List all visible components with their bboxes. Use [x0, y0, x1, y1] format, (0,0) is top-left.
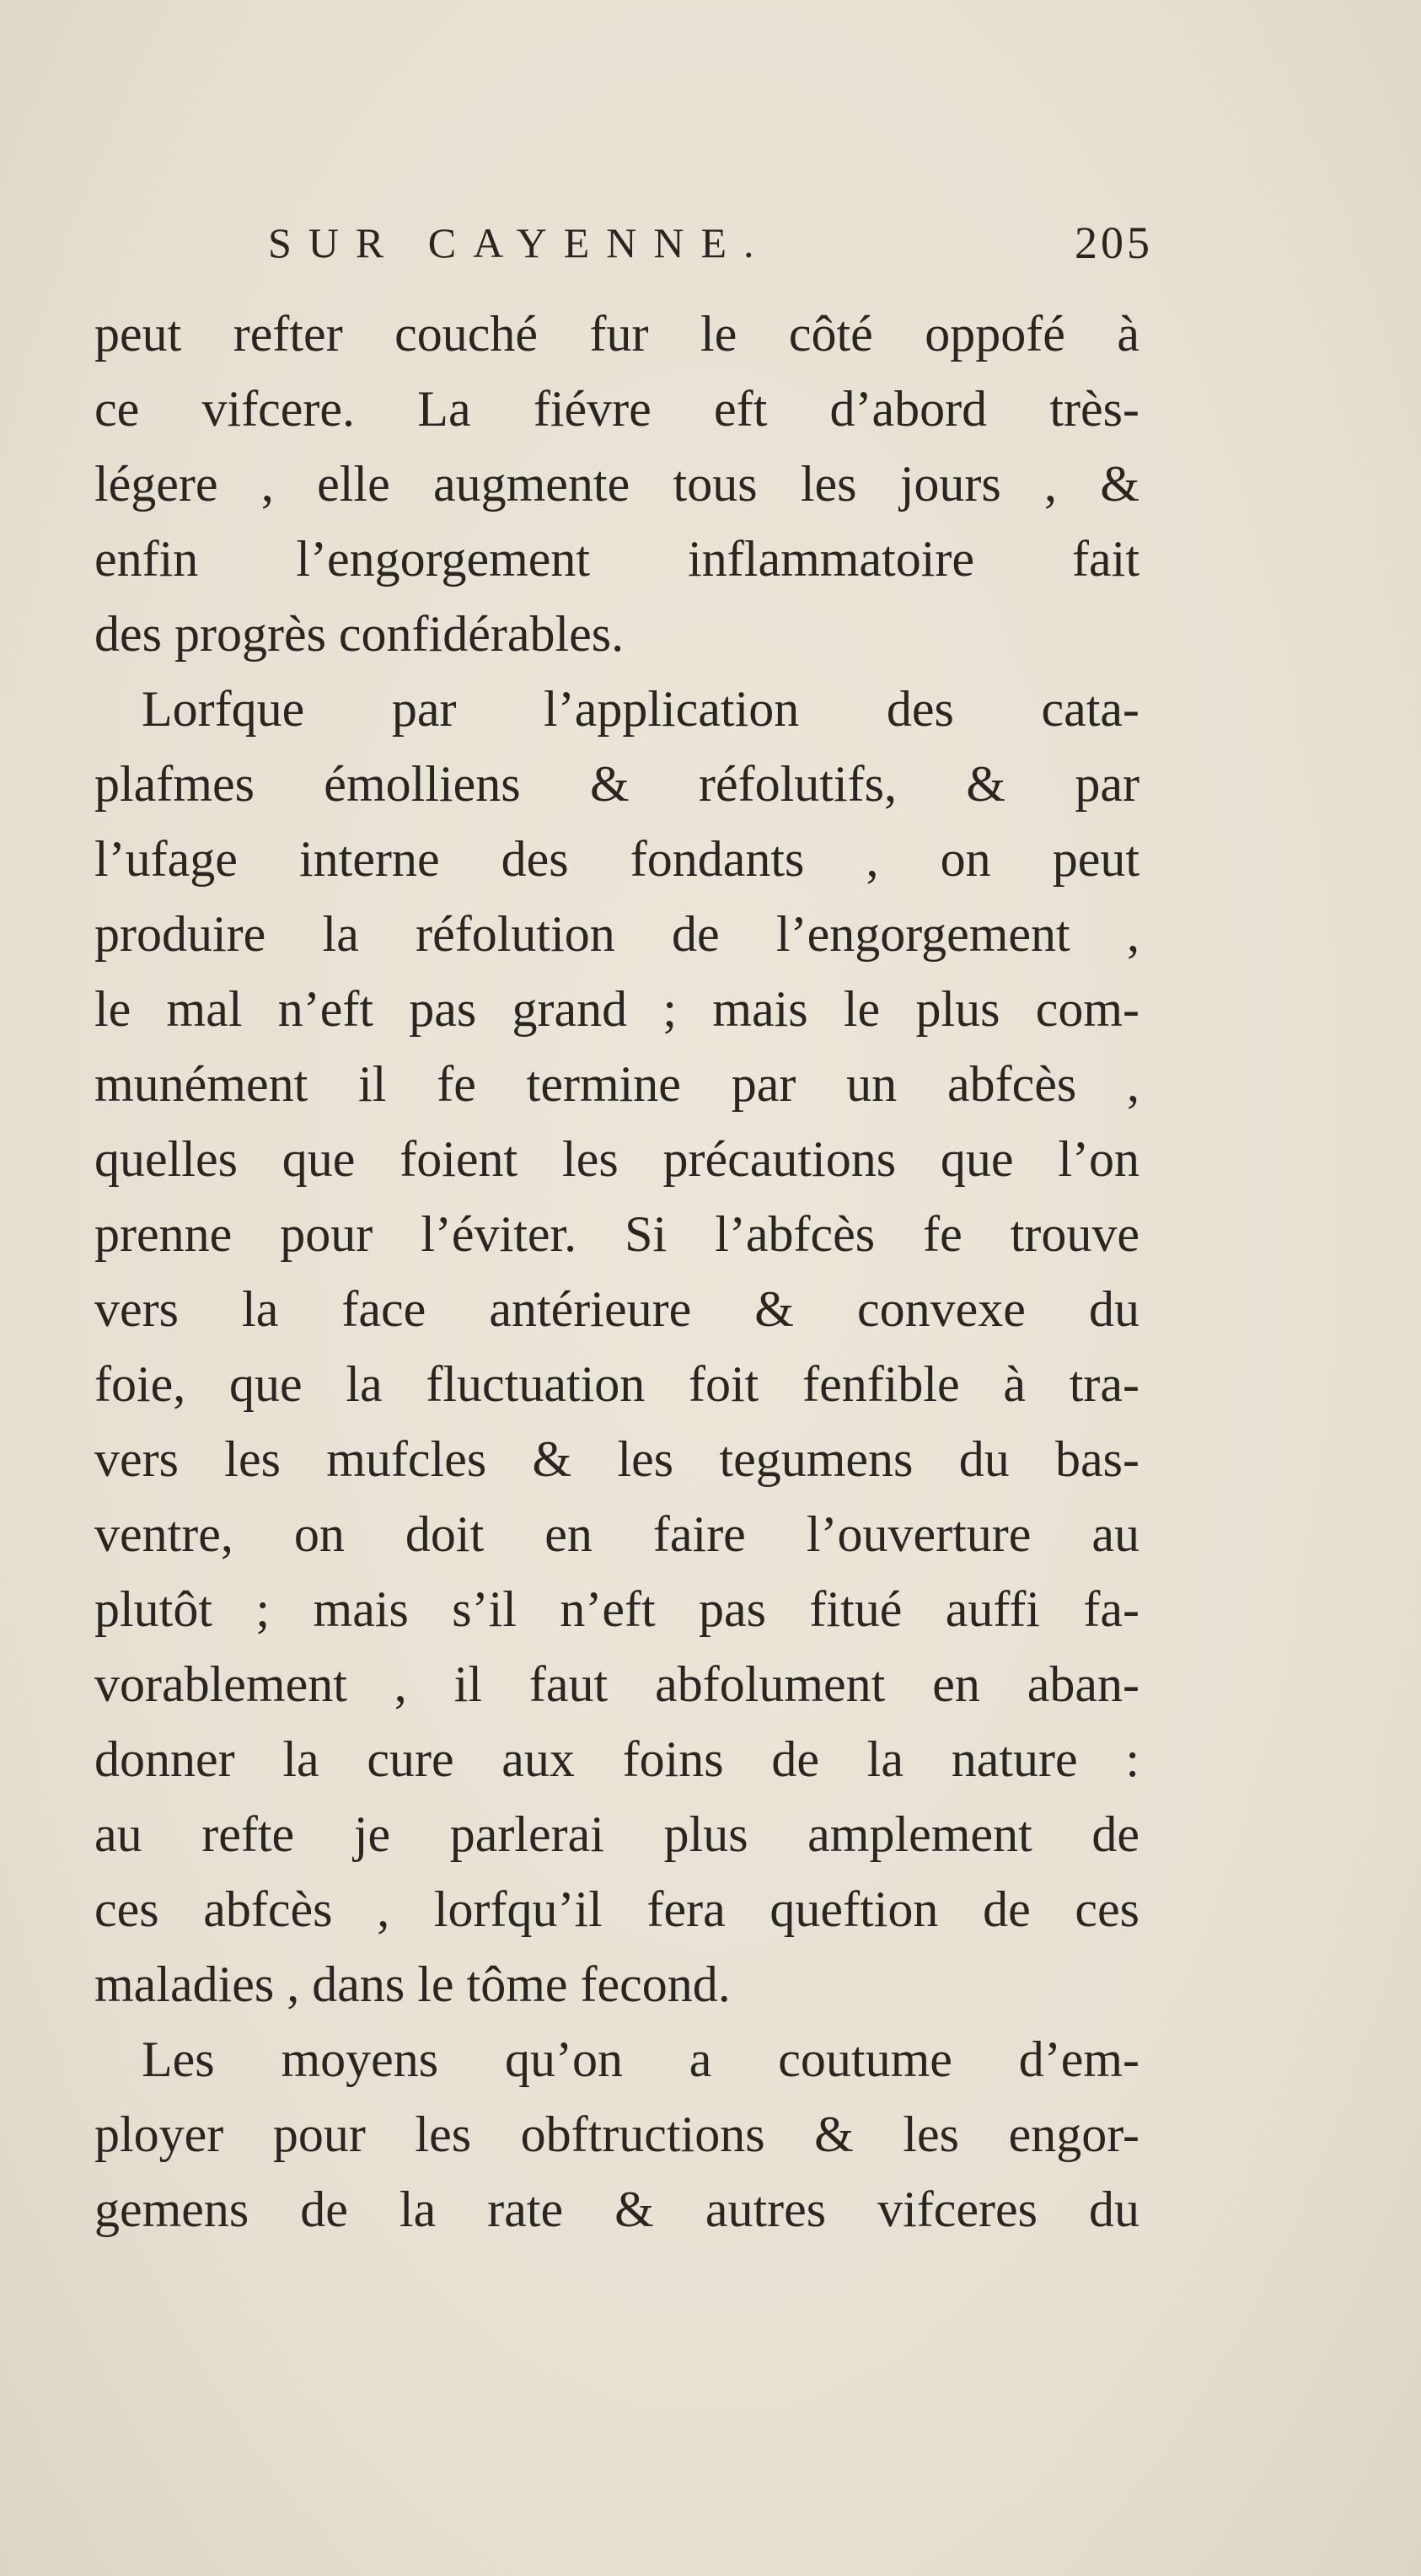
page-number: 205 [1075, 217, 1153, 268]
text-line: munément il fe termine par un abfcès , [94, 1056, 1139, 1112]
text-line: peut refter couché fur le côté oppofé à [94, 306, 1139, 362]
text-line: vers les mufcles & les tegumens du bas- [94, 1431, 1139, 1487]
text-line: le mal n’eft pas grand ; mais le plus com- [94, 981, 1139, 1037]
text-line: ventre, on doit en faire l’ouverture au [94, 1506, 1139, 1562]
text-line: gemens de la rate & autres vifceres du [94, 2182, 1139, 2237]
text-line: prenne pour l’éviter. Si l’abfcès fe trouve [94, 1206, 1139, 1262]
text-line: ces abfcès , lorfqu’il fera queftion de ces [94, 1881, 1139, 1937]
text-line: plafmes émolliens & réfolutifs, & par [94, 756, 1139, 812]
text-line: Les moyens qu’on a coutume d’em- [142, 2031, 1139, 2087]
text-line: vorablement , il faut abfolument en aban- [94, 1656, 1139, 1712]
text-line: légere , elle augmente tous les jours , & [94, 456, 1139, 512]
text-line: foie, que la fluctuation foit fenfible à tra- [94, 1356, 1139, 1412]
text-line: quelles que foient les précautions que l’on [94, 1131, 1139, 1187]
text-line: maladies , dans le tôme fecond. [94, 1956, 731, 2012]
text-line: des progrès confidérables. [94, 606, 625, 662]
text-line: Lorfque par l’application des cata- [142, 681, 1139, 737]
text-line: l’ufage interne des fondants , on peut [94, 831, 1139, 887]
text-line: enfin l’engorgement inflammatoire fait [94, 531, 1139, 587]
text-line: ce vifcere. La fiévre eft d’abord très- [94, 381, 1139, 437]
text-line: vers la face antérieure & convexe du [94, 1281, 1139, 1337]
text-line: donner la cure aux foins de la nature : [94, 1731, 1139, 1787]
text-line: au refte je parlerai plus amplement de [94, 1806, 1139, 1862]
text-line: plutôt ; mais s’il n’eft pas fitué auffi fa- [94, 1581, 1139, 1637]
running-title: SUR CAYENNE. [268, 219, 771, 266]
page-header [268, 209, 1153, 276]
body-text [94, 297, 1139, 2247]
text-line: ployer pour les obftructions & les engor- [94, 2106, 1139, 2162]
text-line: produire la réfolution de l’engorgement , [94, 906, 1139, 962]
